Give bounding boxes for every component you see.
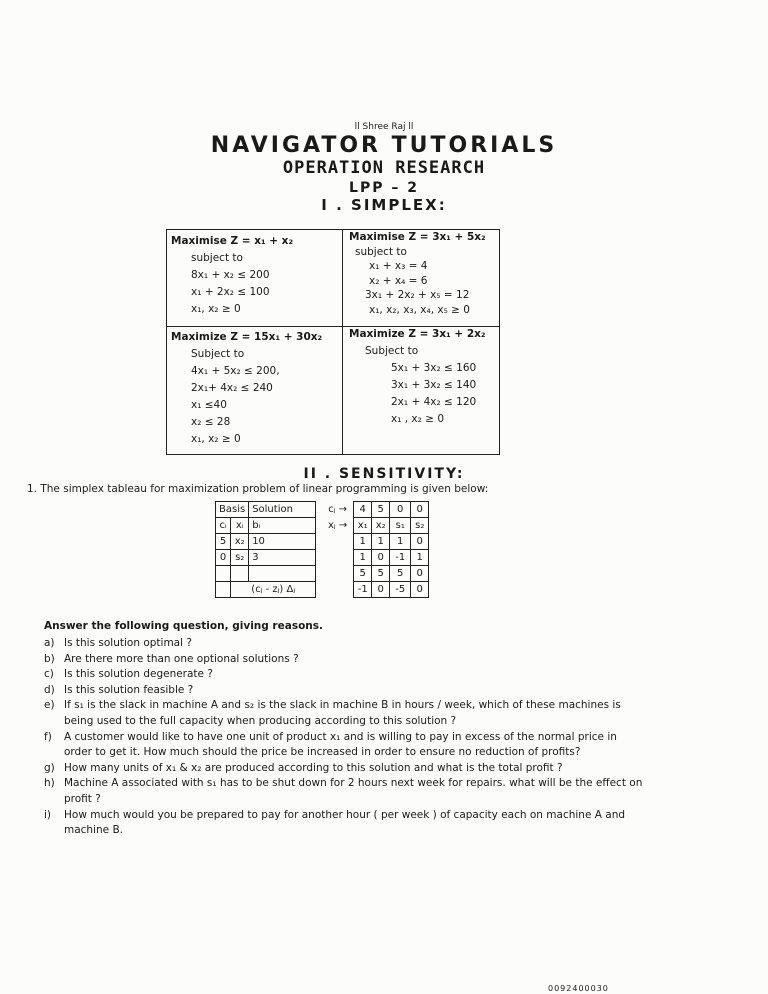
table-cell: -1 (354, 582, 372, 598)
table-row (325, 582, 429, 598)
table-cell: bᵢ (249, 518, 316, 534)
problem-1-objective: Maximise Z = x₁ + x₂ (171, 235, 294, 247)
question-list (44, 636, 644, 839)
question-label: i) (44, 808, 52, 821)
table-cell: s₂ (231, 550, 249, 566)
list-item (44, 808, 644, 839)
table-cell: 0 (411, 566, 429, 582)
question-text: Is this solution optimal ? (64, 637, 192, 649)
question-label: g) (44, 761, 55, 774)
table-cell (216, 582, 231, 598)
table-cell: 1 (354, 534, 372, 550)
table-cell: 3 (249, 550, 316, 566)
table-row (216, 534, 316, 550)
problem-1-line: subject to (191, 252, 243, 264)
problem-3-line: x₁, x₂ ≥ 0 (191, 433, 241, 445)
table-cell: 5 (216, 534, 231, 550)
table-cell: 0 (372, 582, 390, 598)
answer-heading: Answer the following question, giving reasons. (44, 620, 323, 632)
list-item (44, 776, 644, 807)
problem-3-line: 2x₁+ 4x₂ ≤ 240 (191, 382, 273, 394)
table-row (216, 502, 316, 518)
section-simplex-heading: I . SIMPLEX: (321, 196, 447, 214)
question-label: f) (44, 730, 52, 743)
list-item (44, 652, 644, 668)
table-cell: -5 (390, 582, 411, 598)
problem-2-line: x₂ + x₄ = 6 (369, 274, 428, 287)
problem-3-line: x₂ ≤ 28 (191, 416, 231, 428)
table-cell: 1 (411, 550, 429, 566)
problem-1-line: x₁, x₂ ≥ 0 (191, 303, 241, 315)
table-row (325, 534, 429, 550)
problem-2-line: 3x₁ + 2x₂ + x₅ = 12 (365, 289, 470, 301)
cj-label: cⱼ → (328, 504, 348, 515)
question-text: If s₁ is the slack in machine A and s₂ is the slack in machine B in hours / week, which of these machines is being used to the full capacity when producing according to this solution ? (64, 699, 621, 727)
list-item (44, 636, 644, 652)
problem-1-line: 8x₁ + x₂ ≤ 200 (191, 269, 270, 281)
question-1-text: 1. The simplex tableau for maximization problem of linear programming is given below: (27, 483, 489, 495)
table-cell (216, 566, 231, 582)
problem-4-objective: Maximize Z = 3x₁ + 2x₂ (349, 328, 486, 340)
table-cell: 0 (411, 534, 429, 550)
table-cell (231, 566, 249, 582)
table-cell: 1 (372, 534, 390, 550)
table-cell (249, 566, 316, 582)
table-row (325, 502, 429, 518)
table-cell: Solution (249, 502, 316, 518)
problem-3 (171, 329, 322, 448)
table-cell: 1 (354, 550, 372, 566)
table-cell: x₁ (354, 518, 372, 534)
problem-4-line: x₁ , x₂ ≥ 0 (391, 413, 445, 425)
problem-2-line: subject to (355, 245, 407, 258)
table-cell: s₂ (411, 518, 429, 534)
problem-2-objective: Maximise Z = 3x₁ + 5x₂ (349, 231, 486, 243)
table-cell: -1 (390, 550, 411, 566)
problem-1-line: x₁ + 2x₂ ≤ 100 (191, 286, 270, 298)
list-item (44, 761, 644, 777)
table-cell: x₂ (231, 534, 249, 550)
table-cell: 0 (216, 550, 231, 566)
table-cell (325, 550, 354, 566)
table-cell: 4 (354, 502, 372, 518)
table-cell: Basis (216, 502, 249, 518)
problem-2-line: x₁, x₂, x₃, x₄, x₅ ≥ 0 (369, 303, 470, 316)
table-cell: x₂ (372, 518, 390, 534)
lpp-title: LPP – 2 (349, 180, 419, 196)
question-label: c) (44, 668, 54, 681)
table-cell: xᵢ (231, 518, 249, 534)
table-row (216, 518, 316, 534)
table-cell: 0 (411, 502, 429, 518)
problem-4-line: 3x₁ + 3x₂ ≤ 140 (391, 379, 477, 391)
problems-grid (166, 229, 500, 455)
table-cell: 1 (390, 534, 411, 550)
brand-title: NAVIGATOR TUTORIALS (210, 133, 558, 158)
footer-code: 0092400030 (548, 984, 609, 993)
table-row (325, 518, 429, 534)
table-cell: (cⱼ - zⱼ) Δⱼ (231, 582, 316, 598)
question-label: a) (44, 637, 55, 649)
problem-3-line: 4x₁ + 5x₂ ≤ 200, (191, 365, 280, 377)
list-item (44, 683, 644, 699)
table-row (216, 550, 316, 566)
grid-divider-vertical (342, 230, 343, 454)
problem-4-line: 5x₁ + 3x₂ ≤ 160 (391, 362, 477, 374)
question-text: How many units of x₁ & x₂ are produced according to this solution and what is the total profit ? (64, 761, 563, 774)
table-row (325, 550, 429, 566)
section-sensitivity-heading: II . SENSITIVITY: (303, 466, 465, 482)
problem-4-line: 2x₁ + 4x₂ ≤ 120 (391, 396, 477, 408)
problem-3-objective: Maximize Z = 15x₁ + 30x₂ (171, 331, 323, 343)
question-text: Is this solution feasible ? (64, 683, 194, 696)
table-cell: 0 (411, 582, 429, 598)
question-label: b) (44, 652, 55, 665)
question-text: How much would you be prepared to pay for another hour ( per week ) of capacity each on machine A and machine B. (64, 808, 626, 837)
table-cell: 5 (372, 502, 390, 518)
table-cell: 0 (390, 502, 411, 518)
table-cell: 5 (354, 566, 372, 582)
list-item (44, 730, 644, 761)
tableau-basis-table (215, 501, 316, 598)
problem-4-line: Subject to (365, 345, 419, 357)
table-cell (325, 582, 354, 598)
table-cell: 5 (372, 566, 390, 582)
table-cell: cᵢ (216, 518, 231, 534)
question-text: Machine A associated with s₁ has to be shut down for 2 hours next week for repairs. what will be the effect on profit ? (64, 777, 643, 805)
table-row (325, 566, 429, 582)
problem-1 (171, 233, 293, 318)
xj-label: xⱼ → (328, 520, 348, 531)
question-text: Is this solution degenerate ? (64, 668, 213, 681)
table-cell: s₁ (390, 518, 411, 534)
subject-title: OPERATION RESEARCH (282, 158, 486, 178)
table-row (216, 582, 316, 598)
table-cell: 10 (249, 534, 316, 550)
shree-raj-heading: ll Shree Raj ll (354, 122, 414, 132)
table-cell (325, 534, 354, 550)
tableau-coefficient-table (325, 501, 429, 598)
table-row (216, 566, 316, 582)
problem-3-line: Subject to (191, 348, 245, 360)
list-item (44, 667, 644, 683)
problem-4 (349, 326, 486, 428)
problem-3-line: x₁ ≤40 (191, 399, 227, 411)
table-cell (325, 566, 354, 582)
question-label: d) (44, 683, 55, 696)
question-label: h) (44, 777, 55, 790)
question-text: Are there more than one optional solutions ? (64, 652, 299, 665)
problem-2-line: x₁ + x₃ = 4 (369, 260, 428, 272)
table-cell: 0 (372, 550, 390, 566)
question-text: A customer would like to have one unit of product x₁ and is willing to pay in excess of the normal price in order to get it. How much should the price be increased in order to ensure no reduction of profits? (64, 730, 617, 759)
problem-2 (349, 230, 486, 317)
question-label: e) (44, 699, 55, 712)
table-cell: 5 (390, 566, 411, 582)
list-item (44, 698, 644, 729)
